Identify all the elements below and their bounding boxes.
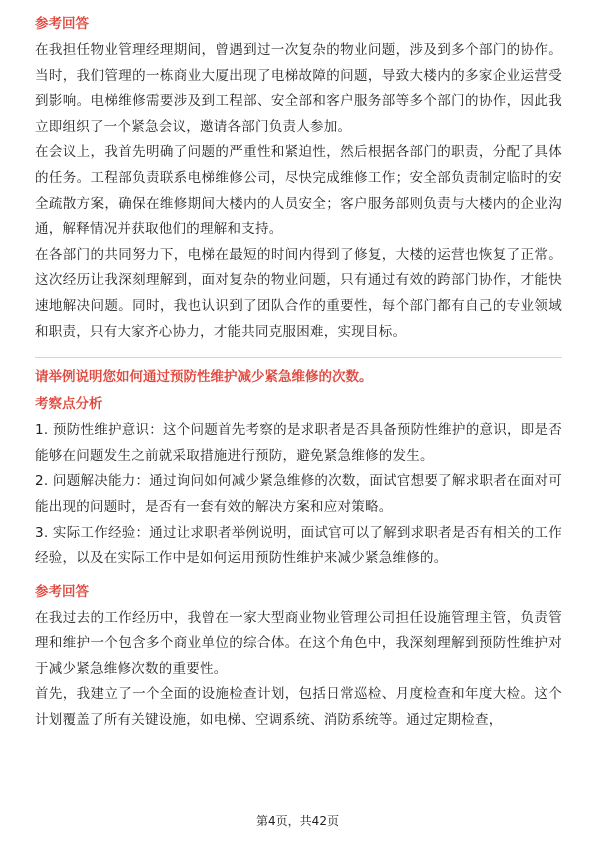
section-divider [35, 357, 562, 358]
page-number: 第4页，共42页 [256, 814, 339, 828]
page-content [35, 14, 562, 734]
question-title: 请举例说明您如何通过预防性维护减少紧急维修的次数。 [35, 369, 373, 386]
analysis-heading: 考察点分析 [35, 396, 103, 413]
answer-paragraph: 在会议上，我首先明确了问题的严重性和紧迫性，然后根据各部门的职责，分配了具体的任务。工程部负责联系电梯维修公司，尽快完成维修工作；安全部负责制定临时的安全疏散方案，确保在维修期间大楼内的人员安全；客户服务部则负责与大楼内的企业沟通，解释情况并获取他们的理解和支持。 [35, 144, 562, 238]
answer-paragraph: 在各部门的共同努力下，电梯在最短的时间内得到了修复，大楼的运营也恢复了正常。这次经历让我深刻理解到，面对复杂的物业问题，只有通过有效的跨部门协作，才能快速地解决问题。同时，我也认识到了团队合作的重要性，每个部门都有自己的专业领域和职责，只有大家齐心协力，才能共同克服困难，实现目标。 [35, 246, 562, 340]
analysis-item: 3. 实际工作经验：通过让求职者举例说明，面试官可以了解到求职者是否有相关的工作经验，以及在实际工作中是如何运用预防性维护来减少紧急维修的。 [35, 524, 562, 567]
answer-heading: 参考回答 [35, 583, 89, 600]
analysis-item: 1. 预防性维护意识：这个问题首先考察的是求职者是否具备预防性维护的意识，即是否能够在问题发生之前就采取措施进行预防，避免紧急维修的发生。 [35, 422, 562, 464]
analysis-item: 2. 问题解决能力：通过询问如何减少紧急维修的次数，面试官想要了解求职者在面对可能出现的问题时，是否有一套有效的解决方案和应对策略。 [35, 473, 562, 515]
answer-paragraph: 首先，我建立了一个全面的设施检查计划，包括日常巡检、月度检查和年度大检。这个计划覆盖了所有关键设施，如电梯、空调系统、消防系统等。通过定期检查， [35, 686, 562, 729]
answer-paragraph: 在我过去的工作经历中，我曾在一家大型商业物业管理公司担任设施管理主管，负责管理和维护一个包含多个商业单位的综合体。在这个角色中，我深刻理解到预防性维护对于减少紧急维修次数的重要性。 [35, 609, 562, 677]
answer-heading: 参考回答 [35, 16, 89, 32]
answer-paragraph: 在我担任物业管理经理期间，曾遇到过一次复杂的物业问题，涉及到多个部门的协作。当时，我们管理的一栋商业大厦出现了电梯故障的问题，导致大楼内的多家企业运营受到影响。电梯维修需要涉及到工程部、安全部和客户服务部等多个部门的协作，因此我立即组织了一个紧急会议，邀请各部门负责人参加。 [35, 42, 562, 135]
